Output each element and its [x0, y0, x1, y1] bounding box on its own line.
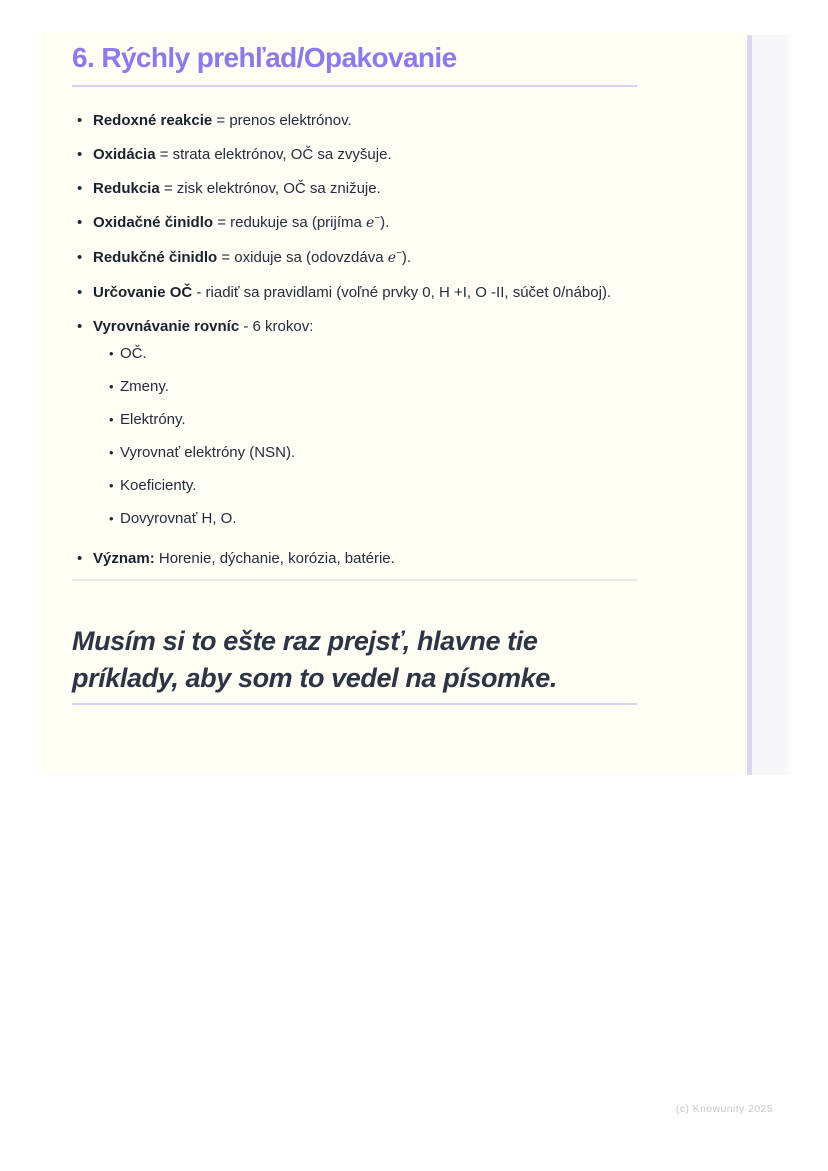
- list-item: [72, 244, 637, 272]
- term-label: Určovanie OČ: [93, 284, 193, 301]
- term-label: Redukcia: [93, 180, 160, 197]
- list-item: [72, 313, 637, 538]
- sub-list-item: [103, 340, 313, 367]
- bullet-icon: •: [109, 445, 114, 460]
- page-title: 6. Rýchly prehľad/Opakovanie: [72, 42, 457, 73]
- bullet-icon: •: [109, 379, 114, 394]
- electron-symbol: e: [387, 250, 397, 266]
- quote-underline: [72, 703, 637, 705]
- step-label: Zmeny.: [120, 378, 169, 395]
- note-card: [37, 32, 747, 775]
- steps-sublist: [103, 340, 313, 532]
- bullet-icon: •: [77, 550, 83, 567]
- term-description: ).: [401, 249, 412, 266]
- title-underline: [72, 85, 637, 87]
- electron-symbol: e: [366, 215, 375, 231]
- sub-list-item: [103, 505, 313, 532]
- bullet-icon: •: [109, 412, 114, 427]
- term-description: = prenos elektrónov.: [212, 112, 352, 129]
- term-description: - 6 krokov:: [239, 318, 314, 335]
- electron-charge-superscript: −: [396, 248, 402, 259]
- list-item: [72, 175, 637, 202]
- term-description: - riadiť sa pravidlami (voľné prvky 0, H +I, O -II, súčet 0/náboj).: [192, 284, 612, 301]
- quote-text: Musím si to ešte raz prejsť, hlavne tie príklady, aby som to vedel na písomke.: [72, 626, 557, 693]
- copyright-footer: (c) Knowunity 2025: [675, 1103, 773, 1115]
- bullet-icon: •: [77, 214, 83, 231]
- bullet-icon: •: [109, 478, 114, 493]
- step-label: OČ.: [120, 345, 147, 362]
- term-description: = oxiduje sa (odovzdáva: [217, 249, 388, 266]
- term-description: = strata elektrónov, OČ sa zvyšuje.: [155, 146, 392, 163]
- bullet-icon: •: [77, 146, 83, 163]
- term-description: Horenie, dýchanie, korózia, batérie.: [154, 550, 395, 567]
- sub-list-item: [103, 472, 313, 499]
- electron-charge-superscript: −: [374, 213, 381, 224]
- term-description: = zisk elektrónov, OČ sa znižuje.: [159, 180, 381, 197]
- bullet-icon: •: [77, 112, 83, 129]
- next-page-strip: [752, 35, 792, 775]
- step-label: Koeficienty.: [120, 477, 197, 494]
- step-label: Elektróny.: [120, 411, 186, 428]
- term-description: ).: [380, 214, 390, 231]
- sub-list-item: [103, 373, 313, 400]
- bullet-icon: •: [77, 284, 83, 301]
- bullet-icon: •: [109, 346, 114, 361]
- sub-list-item: [103, 406, 313, 433]
- step-label: Dovyrovnať H, O.: [120, 510, 237, 527]
- bullet-icon: •: [77, 318, 83, 335]
- bullet-icon: •: [77, 180, 83, 197]
- term-label: Oxidácia: [93, 146, 156, 163]
- term-description: = redukuje sa (prijíma: [213, 214, 367, 231]
- term-label: Vyrovnávanie rovníc: [93, 318, 240, 335]
- term-label: Oxidačné činidlo: [93, 214, 214, 231]
- term-label: Redoxné reakcie: [93, 112, 213, 129]
- list-item: [72, 141, 637, 168]
- list-item: [72, 209, 637, 237]
- list-item: [72, 545, 637, 572]
- list-item: [72, 279, 637, 306]
- section-divider: [72, 579, 637, 581]
- note-content: [72, 32, 637, 705]
- sub-list-item: [103, 439, 313, 466]
- bullet-icon: •: [109, 511, 114, 526]
- list-item: [72, 107, 637, 134]
- term-label: Redukčné činidlo: [93, 249, 218, 266]
- bullet-icon: •: [77, 249, 83, 266]
- term-label: Význam:: [93, 550, 155, 567]
- step-label: Vyrovnať elektróny (NSN).: [120, 444, 296, 461]
- summary-list: [72, 107, 637, 572]
